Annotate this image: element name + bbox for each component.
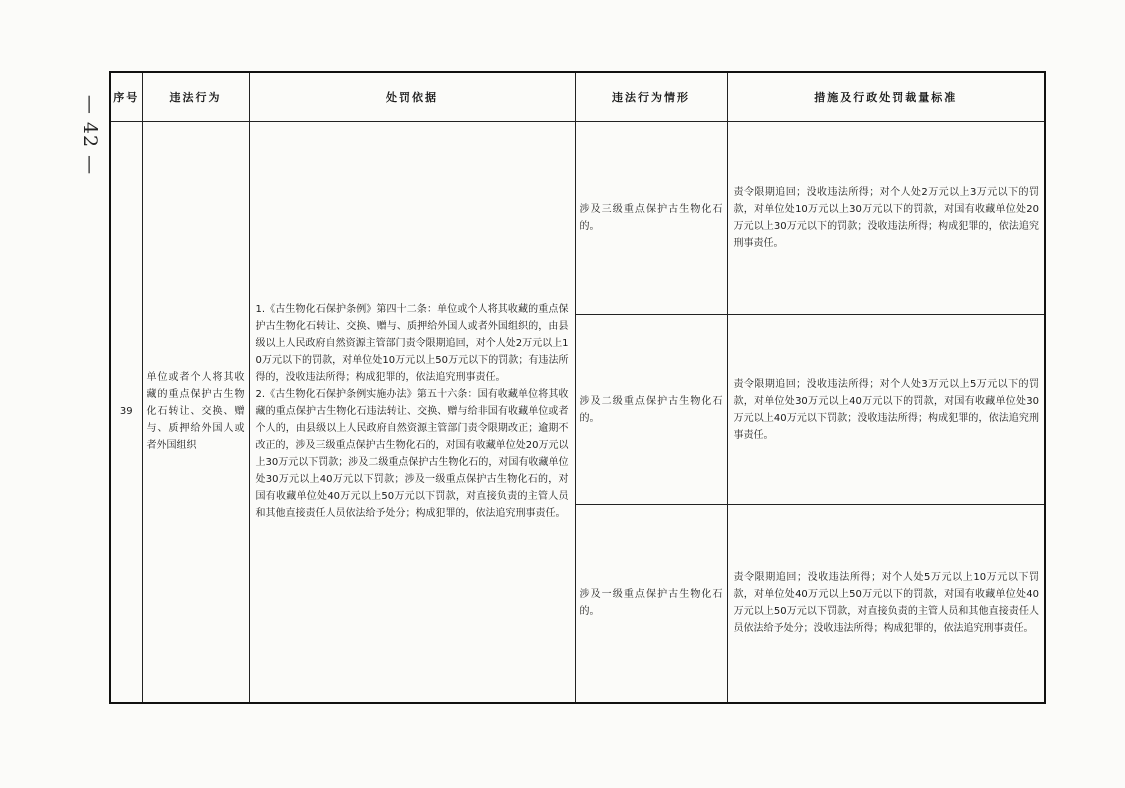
cell-situation-3 [575,505,727,703]
table-row [110,122,1045,315]
cell-situation-2 [575,315,727,505]
situation-text-3: 涉及一级重点保护古生物化石的。 [579,589,723,618]
header-situation: 违法行为情形 [575,72,727,122]
basis-text [250,301,575,522]
penalty-standard-table [109,71,1046,704]
cell-basis [249,122,575,703]
header-seq: 序号 [110,72,142,122]
standard-text-3: 责令限期追回；没收违法所得；对个人处5万元以上10万元以下罚款，对单位处40万元以上50万元以下的罚款，对国有收藏单位处40万元以上50万元以下罚款，对直接负责的主管人员和其他直接责任人员依法给予处分；没收违法所得；构成犯罪的，依法追究刑事责任。 [733,572,1039,635]
seq-number: 39 [119,406,133,418]
cell-seq [110,122,142,703]
basis-paragraph-2: 2.《古生物化石保护条例实施办法》第五十六条：国有收藏单位将其收藏的重点保护古生物化石违法转让、交换、赠与给非国有收藏单位或者个人的，由县级以上人民政府自然资源主管部门责令限期改正；逾期不改正的，涉及三级重点保护古生物化石的，对国有收藏单位处20万元以上30万元以下罚款；涉及二级重点保护古生物化石的，对国有收藏单位处30万元以上40万元以下罚款；涉及一级重点保护古生物化石的，对国有收藏单位处40万元以上50万元以下罚款，对直接负责的主管人员和其他直接责任人员依法给予处分；构成犯罪的，依法追究刑事责任。 [255,389,569,520]
situation-text-2: 涉及二级重点保护古生物化石的。 [579,395,723,424]
header-behavior: 违法行为 [142,72,249,122]
cell-behavior [142,122,249,703]
situation-text-1: 涉及三级重点保护古生物化石的。 [579,204,723,232]
cell-standard-3 [727,505,1045,703]
header-standard: 措施及行政处罚裁量标准 [727,72,1045,122]
standard-text-1: 责令限期追回；没收违法所得；对个人处2万元以上3万元以下的罚款，对单位处10万元以上30万元以下的罚款，对国有收藏单位处20万元以上30万元以下的罚款；没收违法所得；构成犯罪的，依法追究刑事责任。 [733,187,1039,249]
standard-text-2: 责令限期追回；没收违法所得；对个人处3万元以上5万元以下的罚款，对单位处30万元以上40万元以下的罚款，对国有收藏单位处30万元以上40万元以下罚款；没收违法所得；构成犯罪的，依法追究刑事责任。 [733,378,1039,441]
cell-situation-1 [575,122,727,315]
cell-standard-2 [727,315,1045,505]
table-header-row [110,72,1045,122]
basis-paragraph-1: 1.《古生物化石保护条例》第四十二条：单位或个人将其收藏的重点保护古生物化石转让、交换、赠与、质押给外国人或者外国组织的，由县级以上人民政府自然资源主管部门责令限期追回，对个人处2万元以上10万元以下的罚款，对单位处10万元以上50万元以下的罚款；有违法所得的，没收违法所得；构成犯罪的，依法追究刑事责任。 [255,304,569,384]
header-basis: 处罚依据 [249,72,575,122]
cell-standard-1 [727,122,1045,315]
page-number-text: — 42 — [79,94,102,176]
behavior-text: 单位或者个人将其收藏的重点保护古生物化石转让、交换、赠与、质押给外国人或者外国组织 [146,372,245,452]
